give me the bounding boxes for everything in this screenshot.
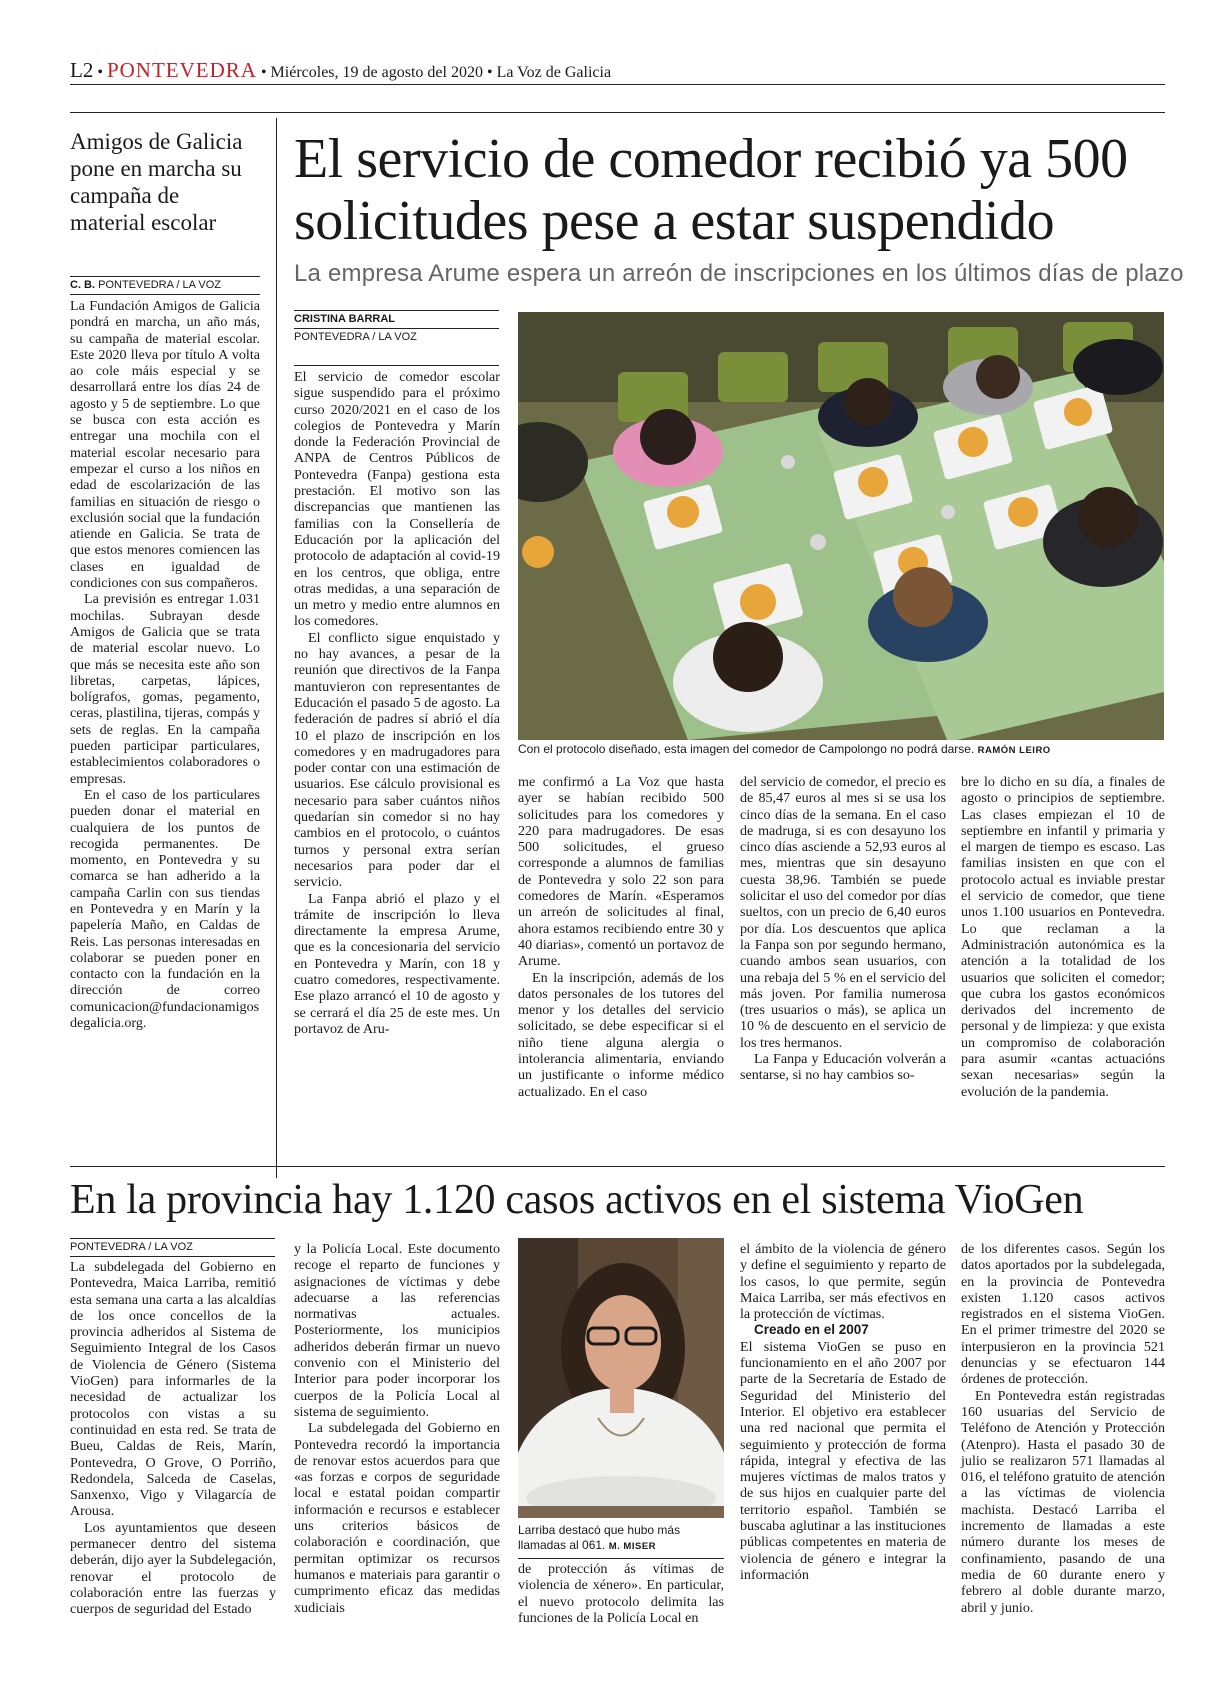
main-paragraph: La Fanpa y Educación volverán a sentarse, si no hay cambios so-	[740, 1051, 946, 1084]
viogen-paragraph: el ámbito de la violencia de género y define el seguimiento y reparto de los casos, lo que permite, según Maica Larriba, ser más efectivos en la protección de víctimas.	[740, 1241, 946, 1323]
viogen-photo-credit: M. MISER	[608, 1541, 657, 1552]
main-paragraph: me confirmó a La Voz que hasta ayer se habían recibido 500 solicitudes para los comedores y 220 para madrugadores. De esas 500 solicitudes, el grueso corresponde a alumnos de familias de Pontevedra y solo 22 son para comedores de Marín. «Esperamos un arreón de solicitudes al final, ahora estamos recibiendo entre 30 y 40 diarias», comentó un portavoz de Arume.	[518, 774, 724, 970]
issue-date: Miércoles, 19 de agosto del 2020	[270, 64, 483, 81]
main-byline-rule-bottom	[294, 365, 499, 366]
main-paragraph: En la inscripción, además de los datos personales de los tutores del menor y los detalles del servicio solicitado, se debe especificar si el niño tiene alguna alergia o intolerancia alimentaria, enviando un justificante o informe médico actualizado. En el caso	[518, 969, 724, 1100]
main-author-name: CRISTINA BARRAL	[294, 313, 396, 325]
sidebar	[70, 128, 260, 236]
viogen-paragraph: de protección ás vítimas de violencia de xénero». En particular, el nuevo protocolo delimita las funciones de la Policía Local en	[518, 1561, 724, 1626]
viogen-byline-rule	[70, 1238, 275, 1239]
larriba-photo	[518, 1238, 724, 1518]
viogen-col-5	[961, 1241, 1165, 1616]
article-divider	[70, 1166, 1165, 1167]
page-number: L2	[70, 58, 94, 82]
main-col-4	[961, 774, 1165, 1100]
main-col-1	[294, 369, 500, 1037]
viogen-caption-rule	[518, 1558, 724, 1559]
main-col-3	[740, 774, 946, 1084]
viogen-paragraph: de los diferentes casos. Según los datos aportados por la subdelegada, en la provincia de Pontevedra existen 1.120 casos activos registrados en el sistema VioGen. En el primer trimestre del 2020 se interpusieron en la provincia 521 denuncias y se efectuaron 144 órdenes de protección.	[961, 1241, 1165, 1388]
main-author	[294, 313, 499, 325]
main-paragraph: bre lo dicho en su día, a finales de agosto o principios de septiembre. Las clases empiezan el 10 de septiembre en infantil y primaria y el margen de tiempo es escaso. Las familias insisten en que con el protocolo actual es inviable prestar el servicio de comedor, que tiene unos 1.100 usuarios en Pontevedra. Lo que reclaman a la Administración autonómica es la atención a la totalidad de los usuarios que soliciten el comedor; que cubra los gastos económicos derivados del incremento de personal y de limpieza: y que exista un compromiso de colaboración para asumir «cantas actuacións sexan necesarias» según la evolución de la pandemia.	[961, 774, 1165, 1100]
main-paragraph: del servicio de comedor, el precio es de 85,47 euros al mes si se usa los cinco días de la semana. En el caso de madruga, si es con desayuno los cinco días asciende a 52,93 euros al mes, mientras que sin desayuno cuesta 38,96. También se puede solicitar el uso del comedor por días sueltos, con un precio de 6,40 euros por día. Los descuentos que aplica la Fanpa son por segundo hermano, cuando ambos sean usuarios, con una rebaja del 5 % en el servicio del más joven. Por familia numerosa (tres usuarios o más), se aplica un 10 % de descuento en el servicio de los tres hermanos.	[740, 774, 946, 1051]
viogen-photo-caption-text: Larriba destacó que hubo más llamadas al 061.	[518, 1523, 681, 1552]
viogen-paragraph: En Pontevedra están registradas 160 usuarias del Servicio de Teléfono de Atención y Protección (Atenpro). Hasta el pasado 30 de julio se realizaron 571 llamadas al 016, el teléfono gratuito de atención a las víctimas de violencia machista. Destacó Larriba el incremento de llamadas a este número durante los meses de confinamiento, pasando de una media de 60 durante enero y febrero al doble durante marzo, abril y junio.	[961, 1387, 1165, 1616]
main-byline-rule-mid	[294, 328, 499, 329]
sidebar-author: C. B.	[70, 279, 96, 291]
main-photo-credit: RAMÓN LEIRO	[977, 745, 1051, 756]
section-name: PONTEVEDRA	[106, 58, 257, 82]
viogen-paragraph: El sistema VioGen se puso en funcionamiento en el año 2007 por parte de la Secretaría de Estado de Seguridad del Ministerio del Interior. El objetivo era establecer una red nacional que permita el seguimiento y protección de forma rápida, integral y efectiva de las mujeres víctimas de malos tratos y de sus hijos en cualquier parte del territorio español. También se buscaba aglutinar a las instituciones públicas competentes en materia de violencia de género e integrar la información	[740, 1338, 946, 1583]
main-photo-caption	[518, 742, 1164, 758]
page-header: L2 • PONTEVEDRA • Miércoles, 19 de agosto del 2020 • La Voz de Galicia	[70, 58, 612, 82]
larriba-portrait-illustration	[518, 1238, 724, 1518]
main-headline: El servicio de comedor recibió ya 500 solicitudes pese a estar suspendido	[294, 128, 1128, 252]
sidebar-paragraph: En el caso de los particulares pueden donar el material en cualquiera de los puntos de recogida permanentes. De momento, en Pontevedra y su comarca se han adherido a la campaña Carlin con sus tiendas en Pontevedra y en Marín y la papelería Maño, en Caldas de Reis. Las personas interesadas en colaborar se pueden poner en contacto con la fundación en la dirección de correo comunicacion@fundacionamigosdegalicia.org.	[70, 786, 260, 1032]
main-col-2	[518, 774, 724, 1100]
main-paragraph: El servicio de comedor escolar sigue suspendido para el próximo curso 2020/2021 en el caso de los colegios de Pontevedra y Marín donde la Federación Provincial de ANPA de Centros Públicos de Pontevedra (Fanpa) gestiona esta prestación. El motivo son las discrepancias que mantienen las familias con la Consellería de Educación por la aplicación del protocolo de adaptación al covid-19 en los centros, que obliga, entre otras medidas, a una separación de un metro y medio entre alumnos en los comedores.	[294, 369, 500, 630]
main-place: PONTEVEDRA / LA VOZ	[294, 331, 417, 343]
publication-name: La Voz de Galicia	[496, 64, 612, 81]
viogen-col-3	[518, 1561, 724, 1626]
viogen-paragraph: La subdelegada del Gobierno en Pontevedra, Maica Larriba, remitió esta semana una carta a las alcaldías de los once concellos de la provincia adheridos al Sistema de Seguimiento Integral de los Casos de Violencia de Género (Sistema VioGen) para informarles de la necesidad de actualizar los protocolos con vistas a su continuidad en esta red. Se trata de Bueu, Caldas de Reis, Marín, Pontevedra, O Grove, O Porriño, Redondela, Salceda de Caselas, Sanxenxo, Vigo y Vilagarcía de Arousa.	[70, 1259, 276, 1520]
sidebar-divider	[276, 118, 277, 1178]
viogen-headline: En la provincia hay 1.120 casos activos en el sistema VioGen	[70, 1177, 1084, 1223]
viogen-photo-caption	[518, 1523, 724, 1554]
viogen-col-1	[70, 1259, 276, 1618]
viogen-place: PONTEVEDRA / LA VOZ	[70, 1241, 193, 1253]
viogen-paragraph: La subdelegada del Gobierno en Pontevedra recordó la importancia de renovar estos acuerdos para que «as forzas e corpos de seguridade local e estatal poidan compartir información e recursos e establecer uns criterios básicos de colaboración e coordinación, que permitan optimizar os recursos humanos e materiais para garantir o cumprimento eficaz das medidas xudiciais	[294, 1420, 500, 1616]
main-byline-rule	[294, 310, 499, 311]
viogen-subhead: Creado en el 2007	[754, 1322, 869, 1338]
top-rule	[70, 112, 1165, 113]
viogen-paragraph: y la Policía Local. Este documento recoge el reparto de funciones y asignaciones de víctimas y debe adecuarse a las referencias normativas actuales. Posteriormente, los municipios adheridos deberán firmar un nuevo convenio con el Ministerio del Interior para poder incorporar los cuerpos de la Policía Local al sistema de seguimiento.	[294, 1241, 500, 1420]
sidebar-title: Amigos de Galicia pone en marcha su campaña de material escolar	[70, 129, 243, 235]
sidebar-body	[70, 298, 260, 1031]
viogen-paragraph: Los ayuntamientos que deseen permanecer dentro del sistema deberán, dijo ayer la Subdelegación, renovar el protocolo de colaboración entre las fuerzas y cuerpos de seguridad del Estado	[70, 1519, 276, 1618]
viogen-col-4	[740, 1241, 946, 1583]
main-paragraph: La Fanpa abrió el plazo y el trámite de inscripción lo lleva directamente la empresa Arume, que es la concesionaria del servicio en Pontevedra y Marín, con 18 y cuatro comedores, respectivamente. Ese plazo arrancó el 10 de agosto y se cerrará el día 25 de este mes. Un portavoz de Aru-	[294, 890, 500, 1037]
main-subtitle: La empresa Arume espera un arreón de inscripciones en los últimos días de plazo	[294, 260, 1184, 287]
viogen-byline-rule-bottom	[70, 1256, 275, 1257]
canteen-photo-illustration	[518, 312, 1164, 740]
sidebar-paragraph: La Fundación Amigos de Galicia pondrá en marcha, un año más, su campaña de material escolar. Este 2020 lleva por título A volta ao cole máis especial y se desarrollará entre los días 24 de agosto y 5 de septiembre. Lo que se busca con esta acción es entregar una mochila con el material escolar necesario para empezar el curso a los niños en edad de escolarización de las familias en situación de riesgo o exclusión social que la fundación atiende en Galicia. Se trata de que estos menores comiencen las clases en igualdad de condiciones con sus compañeros.	[70, 298, 260, 592]
sidebar-byline-rule	[70, 276, 260, 277]
sidebar-place: PONTEVEDRA / LA VOZ	[98, 279, 221, 291]
main-paragraph: El conflicto sigue enquistado y no hay avances, a pesar de la reunión que directivos de la Fanpa mantuvieron con representantes de Educación el pasado 5 de agosto. La federación de padres sí abrió el día 10 el plazo de inscripción en los comedores y en madrugadores para poder contar con una estimación de usuarios. Ese cálculo provisional es necesario para saber cuántos niños quedarían sin comedor si no hay cambios en el protocolo, o cuántos turnos y personal extra serían necesarios para poder dar el servicio.	[294, 629, 500, 891]
header-rule	[70, 84, 1165, 85]
sidebar-byline	[70, 279, 260, 291]
main-photo-caption-text: Con el protocolo diseñado, esta imagen del comedor de Campolongo no podrá darse.	[518, 742, 975, 756]
sidebar-byline-rule-bottom	[70, 294, 260, 295]
sidebar-paragraph: La previsión es entregar 1.031 mochilas. Subrayan desde Amigos de Galicia que se trata de material escolar nuevo. Lo que más se necesita este año son libretas, carpetas, lápices, bolígrafos, gomas, pegamento, ceras, plastilina, tijeras, compás y sets de reglas. En la campaña pueden participar particulares, establecimientos colaboradores o empresas.	[70, 591, 260, 787]
viogen-col-2	[294, 1241, 500, 1616]
canteen-photo	[518, 312, 1164, 740]
